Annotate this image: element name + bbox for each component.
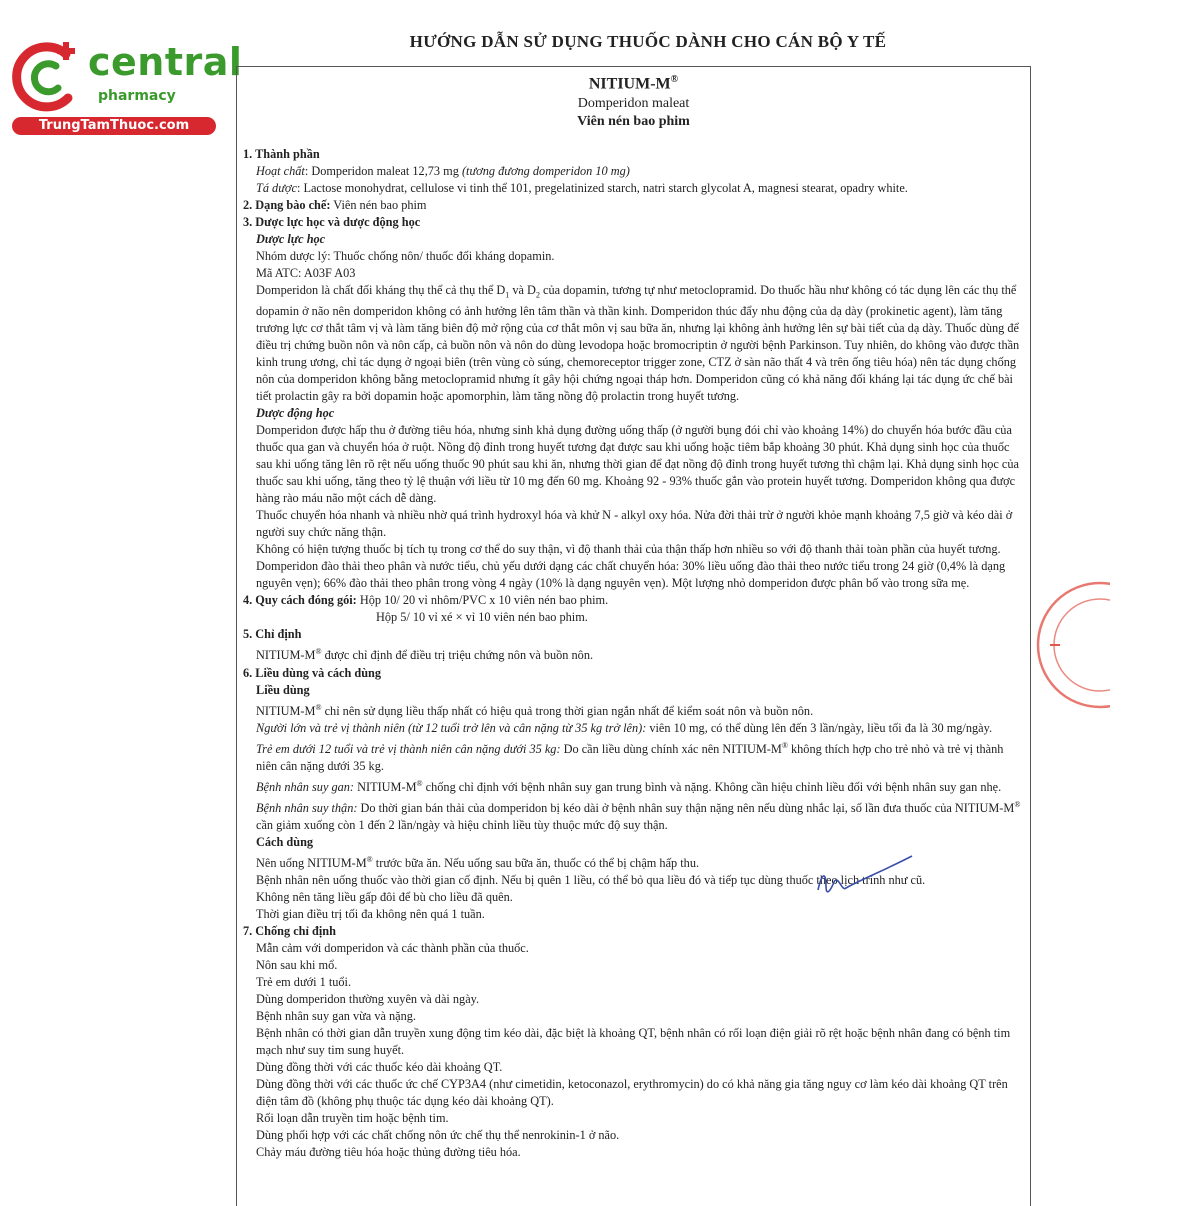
- contraindication-item: Mẫn cảm với domperidon và các thành phần của thuốc.: [256, 941, 529, 956]
- dose-subtitle: Liều dùng: [256, 682, 310, 697]
- pharmacokinetics-paragraph-1: Domperidon được hấp thu ở đường tiêu hóa, nhưng sinh khả dụng đường uống thấp (ở người bụng đói chỉ vào khoảng 14%) do chuyển hóa bước đầu của thuốc qua gan và chuyển hóa ở ruột. Nồng độ đỉnh trong huyết tương đạt được sau khi uống hoặc tiêm bắp khoảng 30 phút. Khả dụng sinh học của thuốc sau khi uống tăng lên rõ rệt nếu uống thuốc 90 phút sau khi ăn, nhưng thời gian để đạt nồng độ đỉnh trong huyết tương thì chậm lại. Khả dụng sinh học của thuốc sau khi uống, tăng theo tỷ lệ thuận với liều từ 10 mg đến 60 mg. Khoảng 92 - 93% thuốc gắn vào protein huyết tương. Domperidon không qua được hàng rào máu não một cách dễ dàng.: [256, 423, 1019, 506]
- product-ingredient: Domperidon maleat: [577, 96, 690, 111]
- logo-wordmark: central: [88, 40, 243, 84]
- usage-line-3: Không nên tăng liều gấp đôi để bù cho liều đã quên.: [256, 890, 513, 905]
- dose-line-1: NITIUM-M® chỉ nên sử dụng liều thấp nhất có hiệu quả trong thời gian ngắn nhất để kiểm soát nôn và buồn nôn.: [256, 702, 814, 718]
- dose-adults: Người lớn và trẻ vị thành niên (từ 12 tuổi trở lên và cân nặng từ 35 kg trở lên): viên 10 mg, có thể dùng lên đến 3 lần/ngày, liều tối đa là 30 mg/ngày.: [256, 720, 993, 735]
- usage-line-1: Nên uống NITIUM-M® trước bữa ăn. Nếu uống sau bữa ăn, thuốc có thể bị chậm hấp thu.: [256, 854, 700, 871]
- contraindication-item: Nôn sau khi mổ.: [256, 958, 338, 973]
- dose-children: Trẻ em dưới 12 tuổi và trẻ vị thành niên cân nặng dưới 35 kg: Do cần liều dùng chính xác nên NITIUM-M® không thích hợp cho trẻ nhỏ và trẻ vị thành niên cân nặng dưới 35 kg.: [256, 740, 1004, 773]
- section-title-indication: 5. Chỉ định: [243, 627, 302, 642]
- packaging-line-1: 4. Quy cách đóng gói: Hộp 10/ 20 vỉ nhôm/PVC x 10 viên nén bao phim.: [243, 593, 609, 608]
- red-stamp-icon: [1030, 575, 1110, 715]
- pharmacokinetics-title: Dược động học: [256, 406, 335, 421]
- dosage-form-line: 2. Dạng bào chế: Viên nén bao phim: [243, 198, 427, 212]
- logo-subtitle: pharmacy: [98, 88, 176, 104]
- pharmacokinetics-paragraph-3: Không có hiện tượng thuốc bị tích tụ trong cơ thể do suy thận, vì độ thanh thải của thận thấp hơn nhiều so với độ thanh thải toàn phần của huyết tương. Domperidon đào thải theo phân và nước tiểu, chủ yếu dưới dạng các chất chuyển hóa: 30% liều uống đào thải theo nước tiểu trong 24 giờ (0,4% là dạng nguyên vẹn); 66% đào thải theo phân trong vòng 4 ngày (10% là dạng nguyên vẹn). Một lượng nhỏ domperidon được phân bố vào trong sữa mẹ.: [256, 542, 1006, 591]
- leaflet-body: [243, 146, 1025, 1161]
- contraindication-item: Dùng domperidon thường xuyên và dài ngày.: [256, 992, 480, 1007]
- signature-icon: [800, 852, 920, 902]
- excipient-line: Tá dược: Lactose monohydrat, cellulose vi tinh thể 101, pregelatinized starch, natri starch glycolat A, magnesi stearat, opadry white.: [256, 181, 908, 195]
- dose-renal: Bệnh nhân suy thận: Do thời gian bán thải của domperidon bị kéo dài ở bệnh nhân suy thận nặng nên nếu dùng nhắc lại, số lần đưa thuốc của NITIUM-M® cần giảm xuống còn 1 đến 2 lần/ngày và hiệu chỉnh liều tùy thuộc mức độ suy thận.: [256, 799, 1021, 832]
- usage-line-2: Bệnh nhân nên uống thuốc vào thời gian cố định. Nếu bị quên 1 liều, có thể bỏ qua liều đó và tiếp tục dùng thuốc theo lịch trình như cũ.: [256, 873, 926, 888]
- contraindication-item: Dùng đồng thời với các thuốc ức chế CYP3A4 (như cimetidin, ketoconazol, erythromycin) do có khả năng gia tăng nguy cơ làm kéo dài khoảng QT trên điện tâm đồ (không phụ thuộc tác dụng kéo dài khoảng QT).: [256, 1077, 1008, 1109]
- contraindication-item: Chảy máu đường tiêu hóa hoặc thủng đường tiêu hóa.: [256, 1145, 521, 1160]
- pharmacokinetics-paragraph-2: Thuốc chuyển hóa nhanh và nhiều nhờ quá trình hydroxyl hóa và khử N - alkyl oxy hóa. Nửa đời thải trừ ở người khỏe mạnh khoảng 7,5 giờ và kéo dài ở người suy chức năng thận.: [256, 508, 1013, 540]
- contraindication-item: Bệnh nhân suy gan vừa và nặng.: [256, 1009, 416, 1024]
- page-title: HƯỚNG DẪN SỬ DỤNG THUỐC DÀNH CHO CÁN BỘ Y TẾ: [409, 32, 887, 51]
- usage-subtitle: Cách dùng: [256, 834, 314, 849]
- central-pharmacy-logo-icon: [8, 38, 86, 116]
- contraindication-item: Bệnh nhân có thời gian dẫn truyền xung động tim kéo dài, đặc biệt là khoảng QT, bệnh nhân có rối loạn điện giải rõ rệt hoặc bệnh nhân đang có bệnh tim mạch như suy tim sung huyết.: [256, 1026, 1011, 1058]
- packaging-line-2: Hộp 5/ 10 vỉ xé × vỉ 10 viên nén bao phim.: [376, 610, 588, 625]
- atc-code: Mã ATC: A03F A03: [256, 266, 356, 280]
- active-ingredient-line: Hoạt chất: Domperidon maleat 12,73 mg (tương đương domperidon 10 mg): [256, 164, 630, 178]
- indication-text: NITIUM-M® được chỉ định để điều trị triệu chứng nôn và buồn nôn.: [256, 647, 594, 663]
- pharmacologic-group: Nhóm dược lý: Thuốc chống nôn/ thuốc đối kháng dopamin.: [256, 249, 555, 263]
- product-name: NITIUM-M®: [588, 74, 679, 93]
- contraindication-item: Trẻ em dưới 1 tuổi.: [256, 975, 352, 990]
- section-title-pharmacology: 3. Dược lực học và dược động học: [243, 215, 421, 229]
- product-form: Viên nén bao phim: [577, 114, 690, 129]
- pharmacodynamics-paragraph: Domperidon là chất đối kháng thụ thể cả thụ thể $D_1$ và $D_2$ của dopamin, tương tự như metoclopramid. Do thuốc hầu như không có tác dụng lên các thụ thể dopamin ở não nên domperidon không có ảnh hưởng lên tâm thần và thần kinh. Domperidon thúc đẩy nhu động của dạ dày (prokinetic agent), làm tăng trương lực cơ thắt tâm vị và làm tăng biên độ mở rộng của cơ thắt môn vị sau bữa ăn, nhưng lại không ảnh hưởng lên sự bài tiết của dạ dày. Thuốc dùng để điều trị chứng buồn nôn và nôn cấp, cả buồn nôn và nôn do dùng levodopa hoặc bromocriptin ở người bệnh Parkinson. Tuy nhiên, do không vào được thần kinh trung ương, chỉ tác dụng ở ngoại biên (trên vùng cò súng, chemoreceptor trigger zone, CTZ ở sàn não thất 4 và trên ống tiêu hóa) nên tác dụng chống nôn của domperidon không bằng metoclopramid nhưng ít gây hội chứng ngoại tháp hơn. Domperidon cũng có khả năng đối kháng lại tác dụng ức chế bài tiết prolactin gây ra bởi dopamin hoặc apomorphin, làm tăng nồng độ prolactin trong huyết tương.: [256, 283, 1020, 404]
- contraindication-item: Dùng phối hợp với các chất chống nôn ức chế thụ thể nenrokinin-1 ở não.: [256, 1128, 620, 1143]
- contraindication-item: Rối loạn dẫn truyền tim hoặc bệnh tim.: [256, 1111, 449, 1126]
- contraindication-item: Dùng đồng thời với các thuốc kéo dài khoảng QT.: [256, 1060, 503, 1075]
- dose-hepatic: Bệnh nhân suy gan: NITIUM-M® chống chỉ định với bệnh nhân suy gan trung bình và nặng. Không cần hiệu chỉnh liều đối với bệnh nhân suy gan nhẹ.: [256, 778, 1002, 794]
- logo-url-badge[interactable]: TrungTamThuoc.com: [12, 117, 216, 135]
- section-title-contraindications: 7. Chống chỉ định: [243, 924, 336, 939]
- section-title-composition: 1. Thành phần: [243, 147, 320, 161]
- brand-logo[interactable]: [8, 38, 243, 138]
- pharmacodynamics-title: Dược lực học: [256, 232, 326, 246]
- usage-line-4: Thời gian điều trị tối đa không nên quá 1 tuần.: [256, 907, 485, 922]
- section-title-dosage: 6. Liều dùng và cách dùng: [243, 665, 382, 680]
